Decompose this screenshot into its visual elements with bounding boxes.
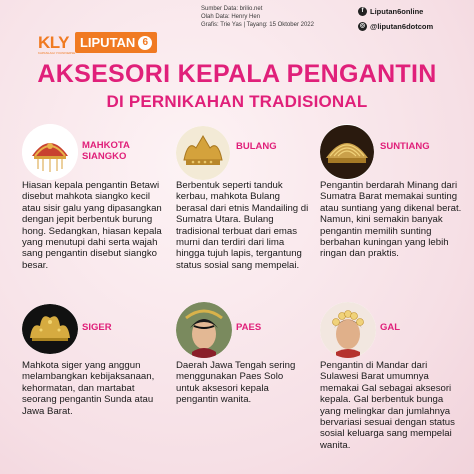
kly-tagline: KAPANLAGI YOUNIVERSE: [38, 51, 76, 55]
credit-source: Sumber Data: brilio.net: [201, 6, 263, 12]
instagram-icon: ◎: [359, 23, 366, 29]
item-desc-suntiang: Pengantin berdarah Minang dari Sumatra Barat memakai sunting atau suntiang yang dikenal berat. Namun, kini semakin banyak pengantin memilih sunting berbahan kuningan yang lebih ringan dan praktis.: [320, 180, 462, 260]
header: [0, 0, 474, 55]
credit-data: Olah Data: Henry Hen: [201, 14, 261, 20]
page-title: AKSESORI KEPALA PENGANTIN: [37, 60, 437, 88]
item-desc-paes: Daerah Jawa Tengah sering menggunakan Paes Solo untuk aksesori kepala pengantin wanita.: [176, 360, 296, 406]
item-desc-gal: Pengantin di Mandar dari Sulawesi Barat umumnya memakai Gal sebagai aksesori kepala. Gal berbentuk bunga yang melingkar dan jumlahnya bervariasi sesuai dengan status sosial keluarga sang mempelai wanita.: [320, 360, 455, 451]
instagram-handle: @liputan6dotcom: [370, 22, 434, 31]
credit-graphic: Grafis: Trie Yas | Tayang: 15 Oktober 2022: [201, 22, 314, 28]
liputan6-logo: [75, 32, 157, 53]
kly-logo: KLY: [38, 32, 69, 52]
item-desc-bulang: Berbentuk seperti tanduk kerbau, mahkota Bulang berasal dari etnis Mandailing di Sumatra Utara. Bulang tradisional terbuat dari emas murni dan terdiri dari lima hingga tujuh lapis, tergantung status sosial sang mempelai.: [176, 180, 309, 271]
facebook-icon: f: [358, 7, 367, 16]
item-name-suntiang: SUNTIANG: [380, 141, 430, 152]
logo: [38, 32, 157, 53]
siger-image: [22, 304, 78, 354]
suntiang-image: [320, 124, 374, 180]
item-desc-siger: Mahkota siger yang anggun melambangkan kebijaksanaan, kehormatan, dan martabat seorang pengantin Sunda atau Jawa Barat.: [22, 360, 155, 417]
facebook-link[interactable]: [358, 4, 433, 19]
six-badge: 6: [138, 36, 152, 50]
bulang-image: [176, 126, 230, 180]
paes-image: [176, 302, 232, 358]
page-subtitle: DI PERNIKAHAN TRADISIONAL: [106, 92, 368, 111]
item-name-siger: SIGER: [82, 322, 112, 333]
mahkota-siangko-image: [22, 124, 78, 180]
item-name-bulang: BULANG: [236, 141, 277, 152]
item-name-paes: PAES: [236, 322, 262, 333]
facebook-handle: Liputan6online: [370, 7, 424, 16]
liputan-text: LIPUTAN: [79, 35, 136, 50]
item-desc-mahkota-siangko: Hiasan kepala pengantin Betawi disebut mahkota siangko kecil atau sisir galu yang dipasangkan dengan jepit berbentuk burung hong. Sedangkan, hiasan kepala yang menutupi dahi serta wajah sang pengantin disebut siangko besar.: [22, 180, 162, 271]
credits: [201, 5, 314, 29]
item-name-mahkota-siangko: MAHKOTA SIANGKO: [82, 140, 130, 162]
gal-image: [320, 302, 376, 358]
instagram-link[interactable]: [358, 19, 433, 34]
item-name-gal: GAL: [380, 322, 401, 333]
social-links: [358, 4, 433, 34]
